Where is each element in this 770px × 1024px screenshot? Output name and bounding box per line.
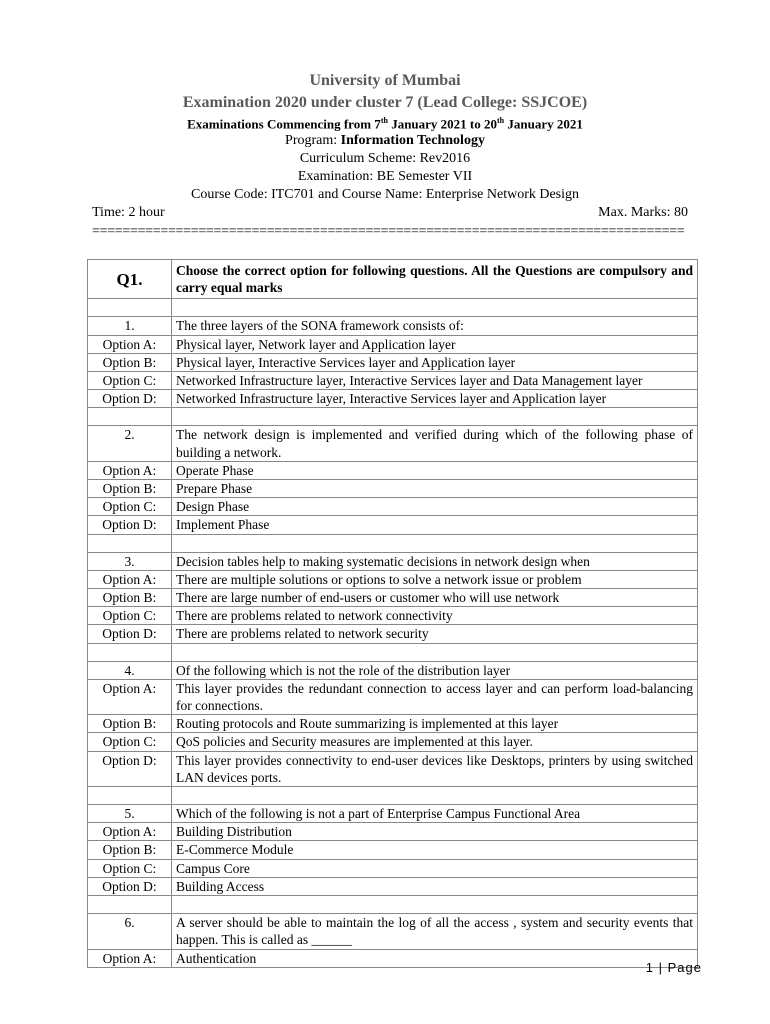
- option-row: [88, 589, 698, 607]
- option-text: Networked Infrastructure layer, Interactive Services layer and Data Management layer: [172, 372, 698, 390]
- university-title: University of Mumbai: [309, 72, 461, 89]
- option-row: [88, 461, 698, 479]
- option-label: Option D:: [88, 751, 172, 786]
- option-label: Option D:: [88, 877, 172, 895]
- question-row: [88, 552, 698, 570]
- page-word: | Page: [654, 960, 702, 975]
- spacer-row: [88, 896, 698, 914]
- option-text: Physical layer, Interactive Services layer and Application layer: [172, 353, 698, 371]
- question-text: Of the following which is not the role of the distribution layer: [172, 661, 698, 679]
- question-text: Decision tables help to making systematic decisions in network design when: [172, 552, 698, 570]
- option-row: [88, 877, 698, 895]
- course-line: Course Code: ITC701 and Course Name: Enterprise Network Design: [190, 187, 580, 202]
- option-text: Design Phase: [172, 498, 698, 516]
- question-number: 3.: [88, 552, 172, 570]
- option-text: Authentication: [172, 949, 698, 967]
- option-row: [88, 715, 698, 733]
- option-text: E-Commerce Module: [172, 841, 698, 859]
- option-row: [88, 353, 698, 371]
- curriculum-line: Curriculum Scheme: Rev2016: [299, 151, 471, 166]
- option-row: [88, 480, 698, 498]
- option-text: Prepare Phase: [172, 480, 698, 498]
- spacer-cell: [88, 787, 172, 805]
- max-marks-line: Max. Marks: 80: [598, 205, 688, 220]
- option-label: Option A:: [88, 823, 172, 841]
- option-text: There are large number of end-users or customer who will use network: [172, 589, 698, 607]
- option-text: Building Distribution: [172, 823, 698, 841]
- page-number: 1: [645, 960, 655, 975]
- option-label: Option A:: [88, 461, 172, 479]
- spacer-row: [88, 787, 698, 805]
- option-text: Networked Infrastructure layer, Interactive Services layer and Application layer: [172, 390, 698, 408]
- option-row: [88, 607, 698, 625]
- spacer-row: [88, 534, 698, 552]
- option-row: [88, 823, 698, 841]
- option-row: [88, 372, 698, 390]
- spacer-cell: [88, 643, 172, 661]
- option-text: Routing protocols and Route summarizing is implemented at this layer: [172, 715, 698, 733]
- option-label: Option C:: [88, 498, 172, 516]
- option-label: Option C:: [88, 372, 172, 390]
- spacer-cell: [88, 534, 172, 552]
- option-label: Option A:: [88, 570, 172, 588]
- option-label: Option A:: [88, 679, 172, 714]
- question-text: The network design is implemented and verified during which of the following phase of building a network.: [172, 426, 698, 461]
- question-group-label: Q1.: [88, 260, 172, 299]
- question-number: 6.: [88, 914, 172, 949]
- option-row: [88, 949, 698, 967]
- question-row: [88, 426, 698, 461]
- option-text: Implement Phase: [172, 516, 698, 534]
- option-label: Option D:: [88, 625, 172, 643]
- spacer-cell: [172, 787, 698, 805]
- option-row: [88, 625, 698, 643]
- option-text: There are multiple solutions or options to solve a network issue or problem: [172, 570, 698, 588]
- option-row: [88, 841, 698, 859]
- option-row: [88, 390, 698, 408]
- question-row: [88, 805, 698, 823]
- option-label: Option B:: [88, 353, 172, 371]
- commencing-dates: Examinations Commencing from 7th January 2021 to 20th January 2021: [187, 116, 583, 132]
- option-label: Option C:: [88, 859, 172, 877]
- option-text: QoS policies and Security measures are implemented at this layer.: [172, 733, 698, 751]
- question-row: [88, 317, 698, 335]
- spacer-cell: [172, 896, 698, 914]
- spacer-row: [88, 408, 698, 426]
- option-text: This layer provides connectivity to end-user devices like Desktops, printers by using switched LAN devices ports.: [172, 751, 698, 786]
- question-row: [88, 661, 698, 679]
- question-row: [88, 914, 698, 949]
- option-label: Option B:: [88, 480, 172, 498]
- question-text: The three layers of the SONA framework consists of:: [172, 317, 698, 335]
- question-number: 1.: [88, 317, 172, 335]
- spacer-row: [88, 299, 698, 317]
- option-row: [88, 335, 698, 353]
- option-row: [88, 498, 698, 516]
- option-text: This layer provides the redundant connection to access layer and can perform load-balancing for connections.: [172, 679, 698, 714]
- option-text: Physical layer, Network layer and Application layer: [172, 335, 698, 353]
- option-row: [88, 516, 698, 534]
- questions-table: [87, 259, 698, 968]
- option-label: Option C:: [88, 733, 172, 751]
- spacer-row: [88, 643, 698, 661]
- option-row: [88, 679, 698, 714]
- option-text: Building Access: [172, 877, 698, 895]
- instruction-text: Choose the correct option for following questions. All the Questions are compulsory and carry equal marks: [172, 260, 698, 299]
- spacer-cell: [172, 299, 698, 317]
- option-label: Option A:: [88, 335, 172, 353]
- option-text: Campus Core: [172, 859, 698, 877]
- spacer-cell: [88, 408, 172, 426]
- header-separator: ==============================================================================: [92, 224, 685, 239]
- option-label: Option B:: [88, 715, 172, 733]
- spacer-cell: [88, 896, 172, 914]
- page-footer: [646, 960, 702, 975]
- option-text: There are problems related to network connectivity: [172, 607, 698, 625]
- question-text: Which of the following is not a part of Enterprise Campus Functional Area: [172, 805, 698, 823]
- option-label: Option B:: [88, 841, 172, 859]
- question-number: 2.: [88, 426, 172, 461]
- option-row: [88, 751, 698, 786]
- question-number: 5.: [88, 805, 172, 823]
- option-label: Option A:: [88, 949, 172, 967]
- question-number: 4.: [88, 661, 172, 679]
- option-label: Option D:: [88, 516, 172, 534]
- option-row: [88, 570, 698, 588]
- option-label: Option C:: [88, 607, 172, 625]
- option-text: Operate Phase: [172, 461, 698, 479]
- spacer-cell: [88, 299, 172, 317]
- option-label: Option B:: [88, 589, 172, 607]
- option-row: [88, 733, 698, 751]
- question-text: A server should be able to maintain the log of all the access , system and security events that happen. This is called as ______: [172, 914, 698, 949]
- time-line: Time: 2 hour: [92, 205, 165, 220]
- spacer-cell: [172, 643, 698, 661]
- table-header-row: [88, 260, 698, 299]
- spacer-cell: [172, 534, 698, 552]
- option-text: There are problems related to network security: [172, 625, 698, 643]
- option-row: [88, 859, 698, 877]
- examination-line: Examination: BE Semester VII: [297, 169, 473, 184]
- exam-title: Examination 2020 under cluster 7 (Lead College: SSJCOE): [182, 94, 588, 111]
- spacer-cell: [172, 408, 698, 426]
- program-line: Program: Information Technology: [285, 133, 485, 148]
- option-label: Option D:: [88, 390, 172, 408]
